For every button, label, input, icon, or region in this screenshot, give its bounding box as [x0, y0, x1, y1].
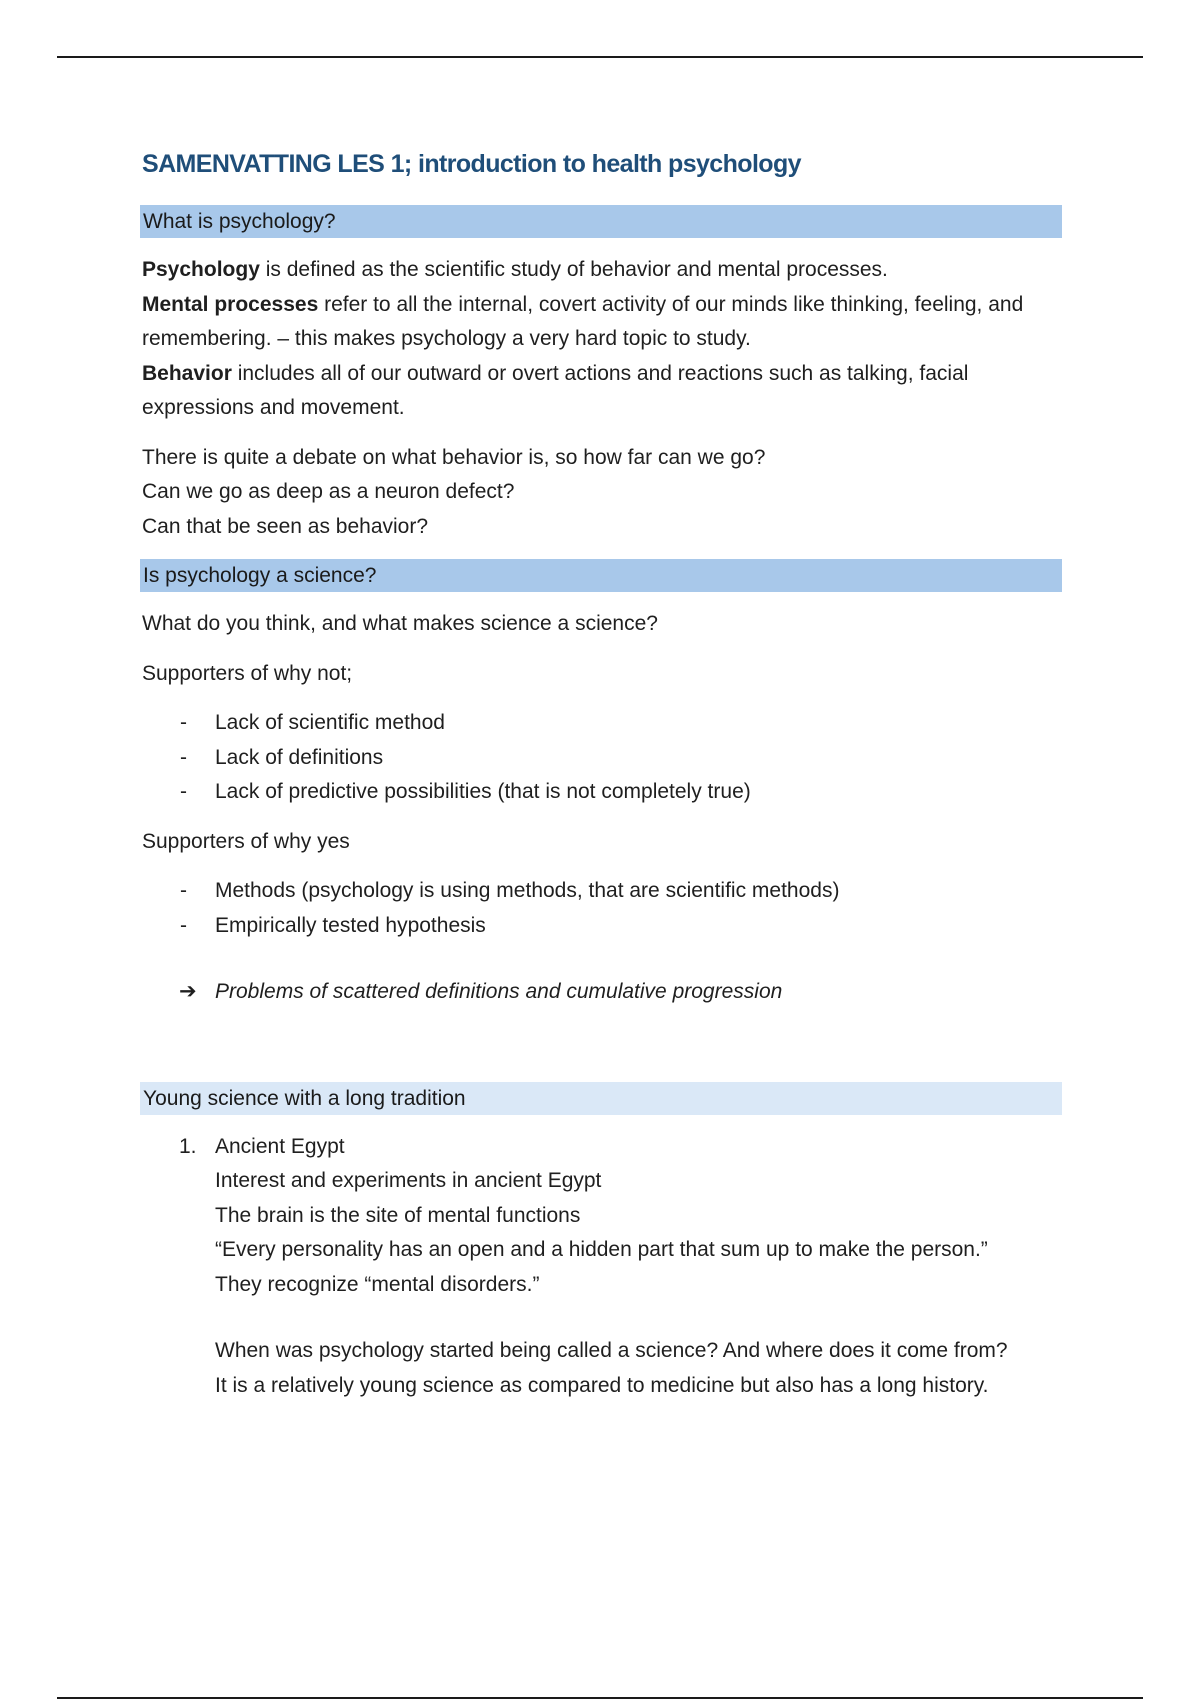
page-title: SAMENVATTING LES 1; introduction to health psychology	[142, 150, 801, 178]
debate-line: Can we go as deep as a neuron defect?	[142, 480, 515, 503]
debate-line: There is quite a debate on what behavior is, so how far can we go?	[142, 445, 766, 469]
list-item: - Lack of predictive possibilities (that is not completely true)	[142, 775, 1062, 810]
debate-paragraph	[142, 441, 1062, 545]
section-heading-is-psychology-a-science: Is psychology a science?	[140, 559, 1062, 592]
item-line: “Every personality has an open and a hidden part that sum up to make the person.”	[215, 1238, 988, 1261]
section-heading-what-is-psychology: What is psychology?	[140, 205, 1062, 238]
list-item: - Methods (psychology is using methods, that are scientific methods)	[142, 874, 1062, 909]
footer-rule	[57, 1697, 1143, 1699]
document-body	[142, 145, 1062, 1403]
definition-behavior: Behavior includes all of our outward or overt actions and reactions such as talking, facial expressions and movement.	[142, 361, 969, 419]
definition-mental-processes: Mental processes refer to all the internal, covert activity of our minds like thinking, feeling, and remembering. – this makes psychology a very hard topic to study.	[142, 292, 1024, 350]
arrow-right-icon: ➔	[179, 980, 197, 1003]
list-item: - Lack of definitions	[142, 741, 1062, 776]
item-line: When was psychology started being called a science? And where does it come from?	[215, 1339, 1008, 1362]
why-not-label: Supporters of why not;	[142, 661, 353, 685]
list-item-ancient-egypt	[142, 1130, 1062, 1404]
why-yes-label: Supporters of why yes	[142, 829, 350, 853]
science-question: What do you think, and what makes science a science?	[142, 612, 658, 635]
why-yes-list	[142, 874, 1062, 943]
history-list	[142, 1130, 1062, 1404]
section-heading-young-science: Young science with a long tradition	[140, 1082, 1062, 1115]
item-number: 1.	[179, 1134, 197, 1158]
debate-line: Can that be seen as behavior?	[142, 514, 429, 538]
item-line: Interest and experiments in ancient Egypt	[215, 1169, 602, 1192]
list-item: - Lack of scientific method	[142, 706, 1062, 741]
list-item: - Empirically tested hypothesis	[142, 909, 1062, 944]
item-title: Ancient Egypt	[215, 1134, 345, 1158]
item-line: It is a relatively young science as compared to medicine but also has a long history.	[215, 1373, 989, 1397]
item-line: They recognize “mental disorders.”	[215, 1272, 540, 1296]
item-line: The brain is the site of mental functions	[215, 1203, 581, 1227]
header-rule	[57, 56, 1143, 58]
conclusion-text: Problems of scattered definitions and cumulative progression	[215, 980, 783, 1003]
definition-psychology: Psychology is defined as the scientific study of behavior and mental processes.	[142, 258, 888, 281]
definitions-paragraph	[142, 253, 1062, 426]
why-not-list	[142, 706, 1062, 810]
conclusion-line	[142, 975, 1062, 1010]
